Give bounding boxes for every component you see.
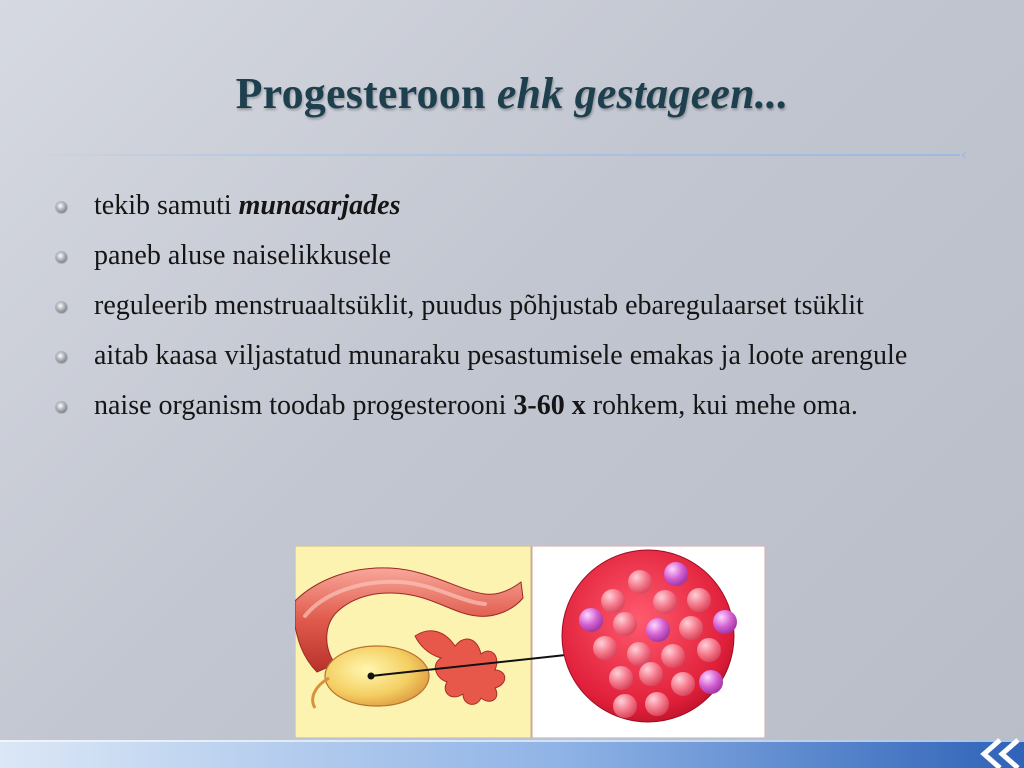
ovary-follicle-illustration (295, 546, 765, 738)
bullet-item-1 (56, 184, 976, 228)
title-main: Progesteroon (235, 69, 486, 118)
title-underline (0, 152, 968, 158)
bullet-item-4 (56, 334, 976, 378)
bullet-1-text: tekib samuti (94, 190, 239, 221)
bullet-list (56, 184, 976, 434)
bullet-1-emphasis: munasarjades (238, 190, 401, 221)
bottom-decorative-band (0, 736, 1024, 768)
bullet-5-text-end: rohkem, kui mehe oma. (585, 390, 858, 421)
bullet-4-text: aitab kaasa viljastatud munaraku pesastumisele emakas ja loote arengule (94, 340, 908, 371)
bullet-icon (56, 302, 67, 313)
bullet-2-text: paneb aluse naiselikkusele (94, 240, 392, 271)
slide-title (0, 68, 1024, 119)
bullet-item-3 (56, 284, 976, 328)
bullet-icon (56, 202, 67, 213)
bullet-3-text: reguleerib menstruaaltsüklit, puudus põhjustab ebaregulaarset tsüklit (94, 290, 864, 321)
bullet-5-text: naise organism toodab progesterooni (94, 390, 514, 421)
bullet-item-2 (56, 234, 976, 278)
bullet-icon (56, 252, 67, 263)
bullet-icon (56, 402, 67, 413)
bullet-icon (56, 352, 67, 363)
bullet-5-emphasis: 3-60 x (513, 390, 586, 421)
bullet-item-5 (56, 384, 976, 428)
title-italic: ehk gestageen... (496, 69, 789, 118)
